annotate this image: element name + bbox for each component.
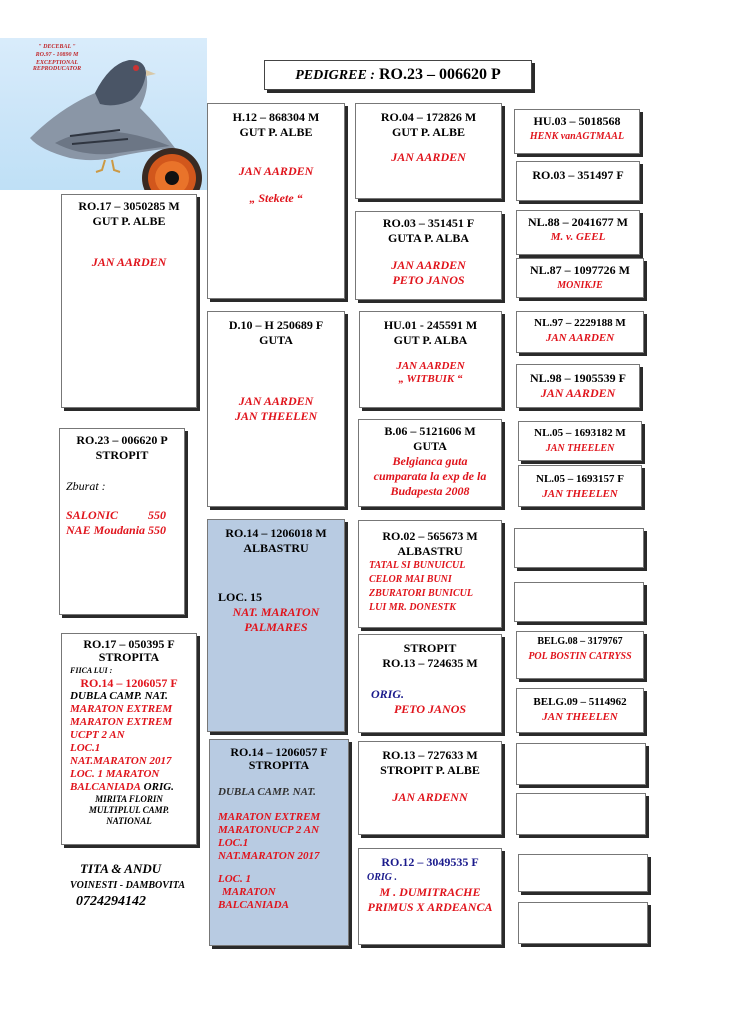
- g4-card-10: [514, 582, 644, 622]
- subject-name: STROPIT: [95, 448, 149, 462]
- subject-race-1: SALONIC 550: [66, 508, 167, 522]
- pedigree-title: [264, 60, 532, 90]
- g4-breeder: JAN THEELEN: [542, 711, 618, 723]
- ggp2-breeder-1: JAN AARDEN: [391, 258, 466, 272]
- dam-title-1: DUBLA CAMP. NAT.: [70, 690, 168, 702]
- gp4-ring: RO.14 – 1206057 F: [230, 745, 328, 759]
- dam-title-7: LOC. 1 MARATON: [70, 768, 160, 780]
- pigeon-illustration: [0, 38, 207, 190]
- sire-breeder: JAN AARDEN: [91, 255, 167, 269]
- g4-ring: NL.87 – 1097726 M: [530, 263, 630, 277]
- ggp3-breeder-2: „ WITBUIK “: [398, 373, 463, 385]
- ggp5-note-4: LUI MR. DONESTK: [369, 602, 456, 613]
- ggp4-name: GUTA: [413, 439, 447, 453]
- great-grandparent-card-7: [358, 741, 502, 835]
- ggp2-breeder-2: PETO JANOS: [392, 273, 465, 287]
- ggp7-ring: RO.13 – 727633 M: [382, 748, 478, 762]
- g4-card-7: [518, 421, 642, 461]
- ggp5-ring: RO.02 – 565673 M: [382, 529, 478, 543]
- dam-title-6: NAT.MARATON 2017: [70, 755, 172, 767]
- ggp6-orig: ORIG.: [371, 687, 405, 701]
- ggp8-ring: RO.12 – 3049535 F: [381, 855, 479, 869]
- sire-card: [61, 194, 197, 408]
- grandparent-card-2: [207, 311, 345, 507]
- g4-card-2: [516, 161, 640, 201]
- owner-place: VOINESTI - DAMBOVITA: [70, 880, 186, 891]
- grandparent-card-3: [207, 519, 345, 732]
- pedigree-label: PEDIGREE :: [295, 68, 375, 83]
- ggp4-note-3: Budapesta 2008: [390, 484, 470, 498]
- great-grandparent-card-1: [355, 103, 502, 199]
- gp1-nickname: „ Stekete “: [249, 191, 303, 205]
- dam-orig-2: MULTIPLUL CAMP.: [88, 805, 170, 815]
- dam-orig-1: MIRITA FLORIN: [95, 794, 163, 804]
- dam-title-3: MARATON EXTREM: [70, 716, 173, 728]
- g4-breeder: POL BOSTIN CATRYSS: [528, 651, 632, 662]
- dam-title-4: UCPT 2 AN: [70, 729, 125, 741]
- g4-ring: NL.98 – 1905539 F: [530, 371, 626, 385]
- subject-card: [59, 428, 185, 615]
- sire-name: GUT P. ALBE: [92, 214, 166, 228]
- gp4-name: STROPITA: [248, 758, 310, 772]
- gp4-title-1: DUBLA CAMP. NAT.: [218, 786, 316, 798]
- g4-card-13: [516, 743, 646, 785]
- gp3-ring: RO.14 – 1206018 M: [225, 526, 327, 540]
- dam-name: STROPITA: [98, 650, 160, 664]
- g4-card-3: [516, 210, 640, 255]
- ggp5-note-1: TATAL SI BUNUICUL: [369, 560, 466, 571]
- g4-breeder: M. v. GEEL: [550, 231, 606, 243]
- gp4-title-2: MARATON EXTREM: [218, 811, 321, 823]
- g4-ring: BELG.09 – 5114962: [533, 696, 627, 708]
- dam-orig-3: NATIONAL: [106, 816, 152, 826]
- owner-names: TITA & ANDU: [80, 861, 162, 876]
- owner-phone: 0724294142: [76, 894, 146, 909]
- ggp4-note-2: cumparata la exp de la: [373, 469, 487, 483]
- ggp7-name: STROPIT P. ALBE: [380, 763, 480, 777]
- ggp4-ring: B.06 – 5121606 M: [384, 424, 476, 438]
- gp1-name: GUT P. ALBE: [239, 125, 313, 139]
- sire-ring: RO.17 – 3050285 M: [78, 199, 180, 213]
- g4-card-8: [518, 465, 642, 507]
- ggp6-name: STROPIT: [403, 641, 457, 655]
- gp1-breeder: JAN AARDEN: [238, 164, 314, 178]
- ggp6-breeder: PETO JANOS: [393, 702, 467, 716]
- gp4-title-8: BALCANIADA: [218, 899, 289, 911]
- ggp8-breeder-1: M . DUMITRACHE: [379, 885, 481, 899]
- g4-breeder: HENK vanAGTMAAL: [529, 131, 625, 142]
- great-grandparent-card-8: [358, 848, 502, 945]
- dam-daughter-label: FIICA LUI :: [70, 666, 113, 675]
- dam-title-8: BALCANIADA: [70, 781, 141, 793]
- g4-ring: NL.05 – 1693182 M: [534, 427, 626, 439]
- dam-daughter-ring: RO.14 – 1206057 F: [80, 676, 178, 690]
- g4-breeder: JAN THEELEN: [542, 488, 618, 500]
- ggp6-ring: RO.13 – 724635 M: [382, 656, 478, 670]
- photo-caption-note: EXCEPTIONAL REPRODUCATOR: [32, 60, 82, 72]
- g4-card-1: [514, 109, 640, 154]
- g4-card-6: [516, 364, 640, 408]
- g4-card-5: [516, 311, 644, 353]
- pedigree-ring: RO.23 – 006620 P: [378, 66, 501, 83]
- ggp2-name: GUTA P. ALBA: [387, 231, 470, 245]
- g4-card-12: [516, 688, 644, 733]
- g4-card-11: [516, 631, 644, 679]
- g4-card-14: [516, 793, 646, 835]
- great-grandparent-card-5: [358, 520, 502, 628]
- gp3-loc: LOC. 15: [218, 590, 263, 604]
- pigeon-photo: [0, 38, 207, 190]
- great-grandparent-card-6: [358, 634, 502, 733]
- ggp4-note-1: Belgianca guta: [392, 454, 468, 468]
- g4-breeder: JAN AARDEN: [540, 386, 616, 400]
- g4-ring: NL.97 – 2229188 M: [534, 317, 626, 329]
- gp2-ring: D.10 – H 250689 F: [228, 318, 324, 332]
- grandparent-card-4: [209, 739, 349, 946]
- g4-ring: BELG.08 – 3179767: [537, 636, 623, 647]
- gp1-ring: H.12 – 868304 M: [232, 110, 320, 124]
- gp4-title-5: NAT.MARATON 2017: [218, 850, 320, 862]
- gp3-name: ALBASTRU: [243, 541, 309, 555]
- gp3-result-2: PALMARES: [244, 620, 308, 634]
- gp4-title-7: MARATON: [222, 886, 276, 898]
- ggp7-breeder: JAN ARDENN: [392, 790, 468, 804]
- great-grandparent-card-3: [359, 311, 502, 408]
- g4-ring: NL.05 – 1693157 F: [536, 473, 624, 485]
- subject-flown-label: Zburat :: [66, 479, 106, 493]
- subject-race-2: NAE Moudania 550: [66, 523, 167, 537]
- photo-caption-name: " DECEBAL ": [38, 44, 76, 50]
- ggp3-name: GUT P. ALBA: [393, 333, 468, 347]
- g4-card-15: [518, 854, 648, 892]
- gp4-title-3: MARATONUCP 2 AN: [218, 824, 320, 836]
- g4-breeder: MONIKJE: [557, 280, 603, 291]
- dam-title-5: LOC.1: [70, 742, 101, 754]
- ggp1-name: GUT P. ALBE: [391, 125, 466, 139]
- g4-ring: NL.88 – 2041677 M: [528, 215, 628, 229]
- ggp8-breeder-2: PRIMUS X ARDEANCA: [367, 900, 493, 914]
- great-grandparent-card-2: [355, 211, 502, 300]
- ggp3-breeder-1: JAN AARDEN: [396, 360, 465, 372]
- gp2-breeder-2: JAN THEELEN: [234, 409, 318, 423]
- g4-ring: RO.03 – 351497 F: [532, 168, 624, 182]
- ggp2-ring: RO.03 – 351451 F: [382, 216, 475, 230]
- ggp5-note-2: CELOR MAI BUNI: [369, 574, 452, 585]
- ggp3-ring: HU.01 - 245591 M: [383, 318, 478, 332]
- ggp5-name: ALBASTRU: [397, 544, 463, 558]
- g4-card-9: [514, 528, 644, 568]
- g4-card-4: [516, 258, 644, 298]
- subject-ring: RO.23 – 006620 P: [76, 433, 168, 447]
- ggp5-note-3: ZBURATORI BUNICUL: [369, 588, 474, 599]
- ggp1-breeder: JAN AARDEN: [391, 150, 466, 164]
- ggp8-orig: ORIG .: [367, 872, 398, 883]
- g4-breeder: JAN AARDEN: [545, 332, 615, 344]
- dam-ring: RO.17 – 050395 F: [83, 637, 175, 651]
- gp4-title-6: LOC. 1: [218, 873, 251, 885]
- g4-breeder: JAN THEELEN: [545, 443, 615, 454]
- dam-orig: ORIG.: [143, 781, 174, 793]
- gp3-result-1: NAT. MARATON: [232, 605, 320, 619]
- dam-card: [61, 633, 197, 845]
- gp2-breeder-1: JAN AARDEN: [238, 394, 314, 408]
- dam-title-2: MARATON EXTREM: [70, 703, 173, 715]
- gp2-name: GUTA: [259, 333, 293, 347]
- photo-caption-ring: RO.97 - 10890 M: [35, 52, 79, 58]
- great-grandparent-card-4: [358, 419, 502, 507]
- grandparent-card-1: [207, 103, 345, 299]
- g4-card-16: [518, 902, 648, 944]
- gp4-title-4: LOC.1: [218, 837, 249, 849]
- g4-ring: HU.03 – 5018568: [533, 114, 621, 128]
- ggp1-ring: RO.04 – 172826 M: [380, 110, 477, 124]
